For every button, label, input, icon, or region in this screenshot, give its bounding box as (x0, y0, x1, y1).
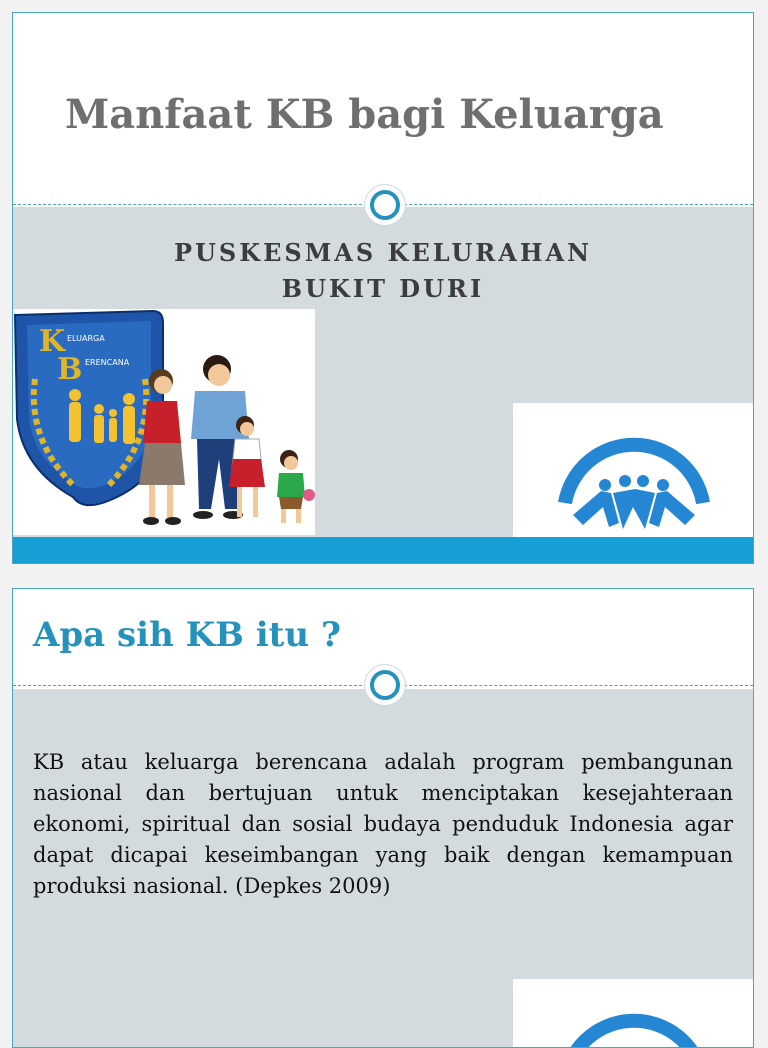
divider-ring-icon (365, 185, 405, 225)
kb-shield-logo-icon (13, 309, 315, 535)
logo-text-berencana: ERENCANA (85, 358, 130, 367)
slide-1 (12, 12, 754, 564)
logo-text-keluarga: ELUARGA (67, 334, 105, 343)
slide-1-subtitle (13, 235, 753, 307)
slide-2-title: Apa sih KB itu ? (33, 615, 341, 655)
slide-2 (12, 588, 754, 1048)
subtitle-line-1: PUSKESMAS KELURAHAN (173, 238, 593, 267)
bkkbn-logo-image-partial (513, 979, 754, 1048)
kb-family-image (13, 309, 315, 535)
logo-letter-k: K (39, 324, 66, 359)
bkkbn-arch-logo-icon (513, 979, 754, 1048)
slide-1-footer-bar (13, 537, 753, 564)
subtitle-line-2: BUKIT DURI (281, 274, 485, 303)
bkkbn-arch-logo-icon (513, 403, 754, 537)
slide-2-body-text: KB atau keluarga berencana adalah program pembangunan nasional dan bertujuan untuk menciptakan kesejahteraan ekonomi, spiritual dan sosial budaya penduduk Indonesia agar dapat dicapai keseimbangan yang baik dengan kemampuan produksi nasional. (Depkes 2009) (33, 750, 733, 898)
logo-letter-b: B (57, 352, 83, 387)
divider-ring-icon (365, 665, 405, 705)
bkkbn-logo-image (513, 403, 754, 537)
family-illustration-icon (139, 355, 315, 525)
slide-1-title: Manfaat KB bagi Keluarga (65, 91, 664, 138)
